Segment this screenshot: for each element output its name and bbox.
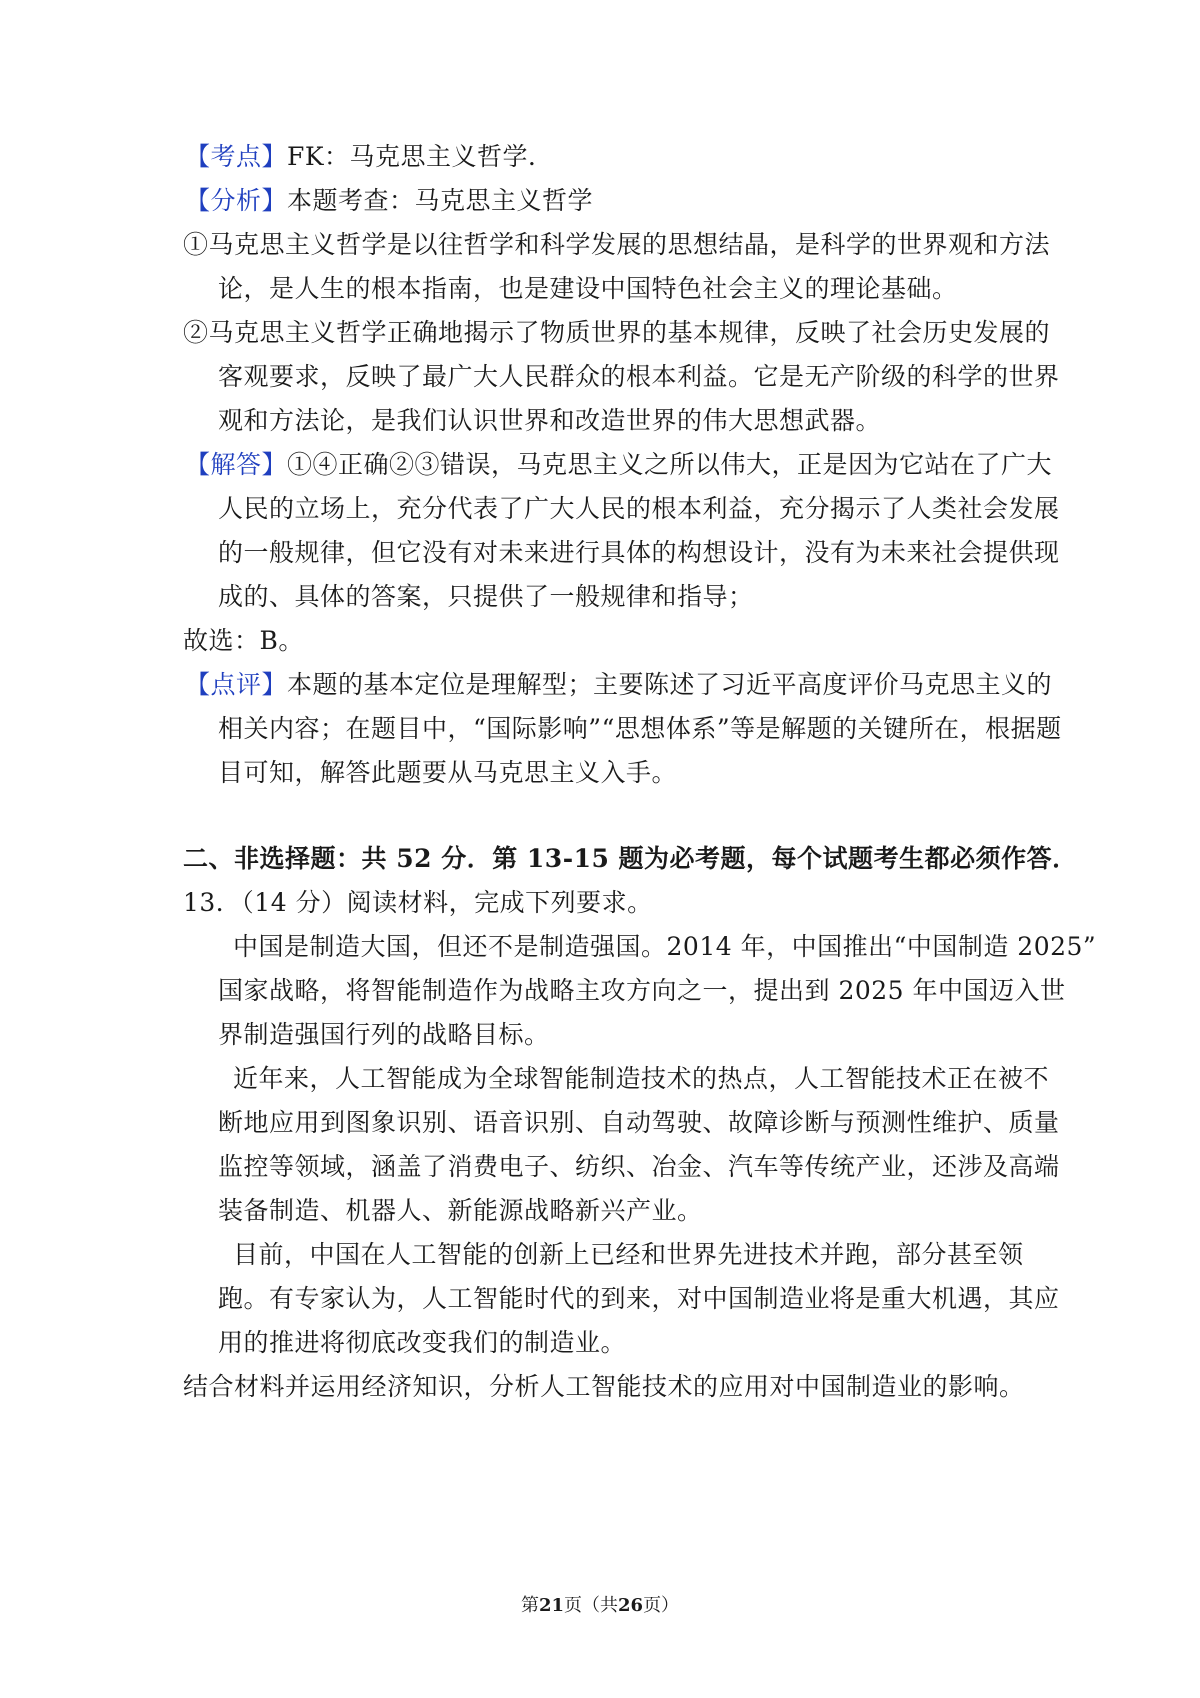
fenxi-line [185,184,593,218]
page-footer [0,1594,1200,1618]
q13-header: 13．（14 分）阅读材料，完成下列要求。 [183,888,653,917]
footer-page-number: 21 [538,1595,564,1616]
answer-line: 故选：B。 [183,626,304,655]
dianping-line3: 目可知，解答此题要从马克思主义入手。 [218,758,678,787]
q13-p2-line4: 装备制造、机器人、新能源战略新兴产业。 [218,1196,703,1225]
jieda-tag: 【解答】 [185,450,288,479]
jieda-line3: 的一般规律，但它没有对未来进行具体的构想设计，没有为未来社会提供现 [218,538,1060,567]
fenxi-tag: 【分析】 [185,186,288,215]
jieda-line1 [185,448,1052,482]
q13-task: 结合材料并运用经济知识，分析人工智能技术的应用对中国制造业的影响。 [183,1372,1025,1401]
fenxi-text: 本题考查：马克思主义哲学 [287,186,594,215]
footer-prefix: 第 [520,1595,539,1616]
q13-p3-line3: 用的推进将彻底改变我们的制造业。 [218,1328,627,1357]
point2-line3: 观和方法论，是我们认识世界和改造世界的伟大思想武器。 [218,406,882,435]
dianping-tag: 【点评】 [185,670,288,699]
jieda-text: ①④正确②③错误，马克思主义之所以伟大，正是因为它站在了广大 [287,450,1053,479]
dianping-text: 本题的基本定位是理解型；主要陈述了习近平高度评价马克思主义的 [287,670,1053,699]
q13-p1-line3: 界制造强国行列的战略目标。 [218,1020,550,1049]
footer-total-pages: 26 [618,1595,644,1616]
q13-p1-line2: 国家战略，将智能制造作为战略主攻方向之一，提出到 2025 年中国迈入世 [218,976,1066,1005]
point2-line1: ②马克思主义哲学正确地揭示了物质世界的基本规律，反映了社会历史发展的 [183,318,1051,347]
point1-line2: 论，是人生的根本指南，也是建设中国特色社会主义的理论基础。 [218,274,958,303]
footer-suffix: 页） [643,1595,680,1616]
q13-p3-line2: 跑。有专家认为，人工智能时代的到来，对中国制造业将是重大机遇，其应 [218,1284,1060,1313]
kaodian-text: FK：马克思主义哲学． [287,142,554,171]
point1-line1: ①马克思主义哲学是以往哲学和科学发展的思想结晶，是科学的世界观和方法 [183,230,1051,259]
point2-line2: 客观要求，反映了最广大人民群众的根本利益。它是无产阶级的科学的世界 [218,362,1060,391]
q13-p2-line3: 监控等领域，涵盖了消费电子、纺织、冶金、汽车等传统产业，还涉及高端 [218,1152,1060,1181]
kaodian-tag: 【考点】 [185,142,288,171]
section2-heading: 二、非选择题：共 52 分．第 13-15 题为必考题，每个试题考生都必须作答． [183,844,1078,873]
jieda-line4: 成的、具体的答案，只提供了一般规律和指导； [218,582,754,611]
kaodian-line [185,140,554,174]
q13-p2-line1: 近年来，人工智能成为全球智能制造技术的热点，人工智能技术正在被不 [233,1064,1050,1093]
q13-p3-line1: 目前，中国在人工智能的创新上已经和世界先进技术并跑，部分甚至领 [233,1240,1024,1269]
dianping-line1 [185,668,1052,702]
footer-middle: 页（共 [564,1595,618,1616]
jieda-line2: 人民的立场上，充分代表了广大人民的根本利益，充分揭示了人类社会发展 [218,494,1060,523]
dianping-line2: 相关内容；在题目中，“国际影响”“思想体系”等是解题的关键所在，根据题 [218,714,1062,743]
q13-p1-line1: 中国是制造大国，但还不是制造强国。2014 年，中国推出“中国制造 2025” [233,932,1097,961]
q13-p2-line2: 断地应用到图象识别、语音识别、自动驾驶、故障诊断与预测性维护、质量 [218,1108,1060,1137]
